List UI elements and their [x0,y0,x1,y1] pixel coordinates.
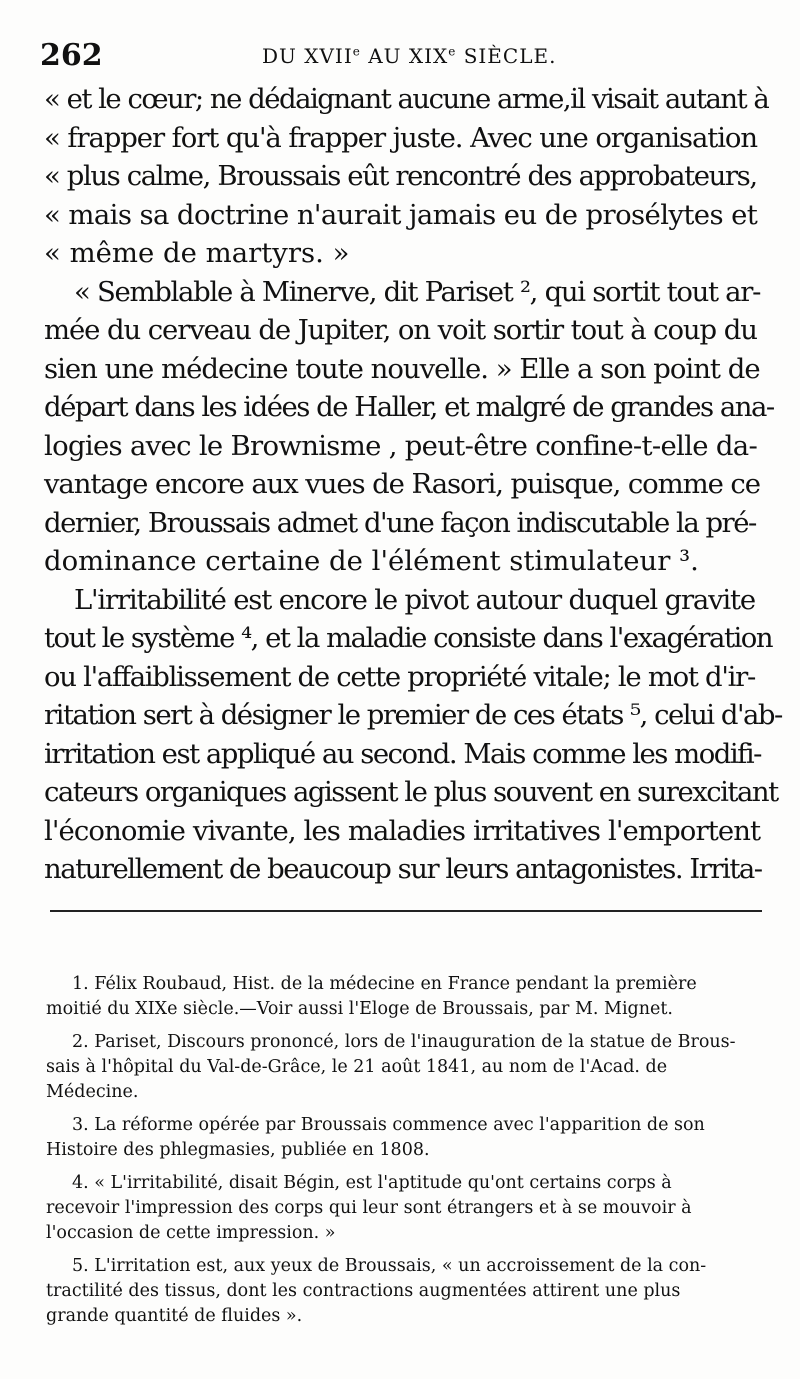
text-line: ritation sert à désigner le premier de ces états ⁵, celui d'ab- [44,699,782,731]
text-line: cateurs organiques agissent le plus souvent en surexcitant [44,776,778,808]
text-line: vantage encore aux vues de Rasori, puisque, comme ce [44,468,760,500]
text-line: dominance certaine de l'élément stimulateur ³. [44,545,699,577]
body-text [44,80,782,889]
running-head-sup: e [352,44,361,59]
footnote-line: 4. « L'irritabilité, disait Bégin, est l'aptitude qu'ont certains corps à [72,1173,672,1193]
running-head-part: SIÈCLE. [456,44,557,68]
footnote-line: Médecine. [46,1082,139,1102]
footnote-5 [46,1254,762,1329]
text-line: logies avec le Brownisme , peut-être confine-t-elle da- [44,429,758,462]
text-line: tout le système ⁴, et la maladie consiste dans l'exagération [44,622,773,654]
footnote-line: 3. La réforme opérée par Broussais commence avec l'apparition de son [72,1115,705,1135]
footnotes [46,972,762,1337]
text-line: irritation est appliqué au second. Mais comme les modifi- [44,737,761,770]
footnote-line: recevoir l'impression des corps qui leur sont étrangers et à se mouvoir à [46,1198,692,1218]
footnote-3 [46,1113,762,1163]
footnote-line: moitié du XIXe siècle.—Voir aussi l'Eloge de Broussais, par M. Mignet. [46,999,673,1019]
footnote-line: tractilité des tissus, dont les contractions augmentées attirent une plus [46,1281,681,1301]
text-line: ou l'affaiblissement de cette propriété vitale; le mot d'ir- [44,660,755,693]
footnote-line: 2. Pariset, Discours prononcé, lors de l'inauguration de la statue de Brous- [72,1032,736,1052]
text-line: mée du cerveau de Jupiter, on voit sortir tout à coup du [44,314,757,346]
footnote-line: 5. L'irritation est, aux yeux de Broussais, « un accroissement de la con- [72,1256,707,1276]
running-head-part: DU XVII [262,44,353,68]
text-line: sien une médecine toute nouvelle. » Elle a son point de [44,352,760,385]
text-line: « mais sa doctrine n'aurait jamais eu de prosélytes et [44,198,758,231]
text-line: « frapper fort qu'à frapper juste. Avec une organisation [44,121,757,154]
page-header [40,38,760,78]
running-head [262,44,556,68]
footnote-2 [46,1030,762,1105]
footnote-line: l'occasion de cette impression. » [46,1223,336,1243]
footnote-4 [46,1171,762,1246]
text-line: « et le cœur; ne dédaignant aucune arme,il visait autant à [44,83,769,115]
footnote-line: sais à l'hôpital du Val-de-Grâce, le 21 août 1841, au nom de l'Acad. de [46,1057,668,1077]
page-number: 262 [40,38,103,73]
footnote-1 [46,972,762,1022]
text-line: « plus calme, Broussais eût rencontré des approbateurs, [44,160,757,192]
text-line: départ dans les idées de Haller, et malgré de grandes ana- [44,391,774,423]
footnote-divider [50,910,762,912]
text-line: l'économie vivante, les maladies irritatives l'emportent [44,814,761,847]
footnote-line: Histoire des phlegmasies, publiée en 1808. [46,1140,430,1160]
text-line: naturellement de beaucoup sur leurs antagonistes. Irrita- [44,853,762,885]
text-line: « Semblable à Minerve, dit Pariset ², qui sortit tout ar- [74,275,761,308]
footnote-line: grande quantité de fluides ». [46,1306,303,1326]
text-line: L'irritabilité est encore le pivot autour duquel gravite [74,583,755,616]
running-head-part: AU XIX [360,44,449,68]
running-head-sup: e [448,44,457,59]
text-line: dernier, Broussais admet d'une façon indiscutable la pré- [44,506,756,539]
text-line: « même de martyrs. » [44,237,350,269]
footnote-line: 1. Félix Roubaud, Hist. de la médecine en France pendant la première [72,974,697,994]
